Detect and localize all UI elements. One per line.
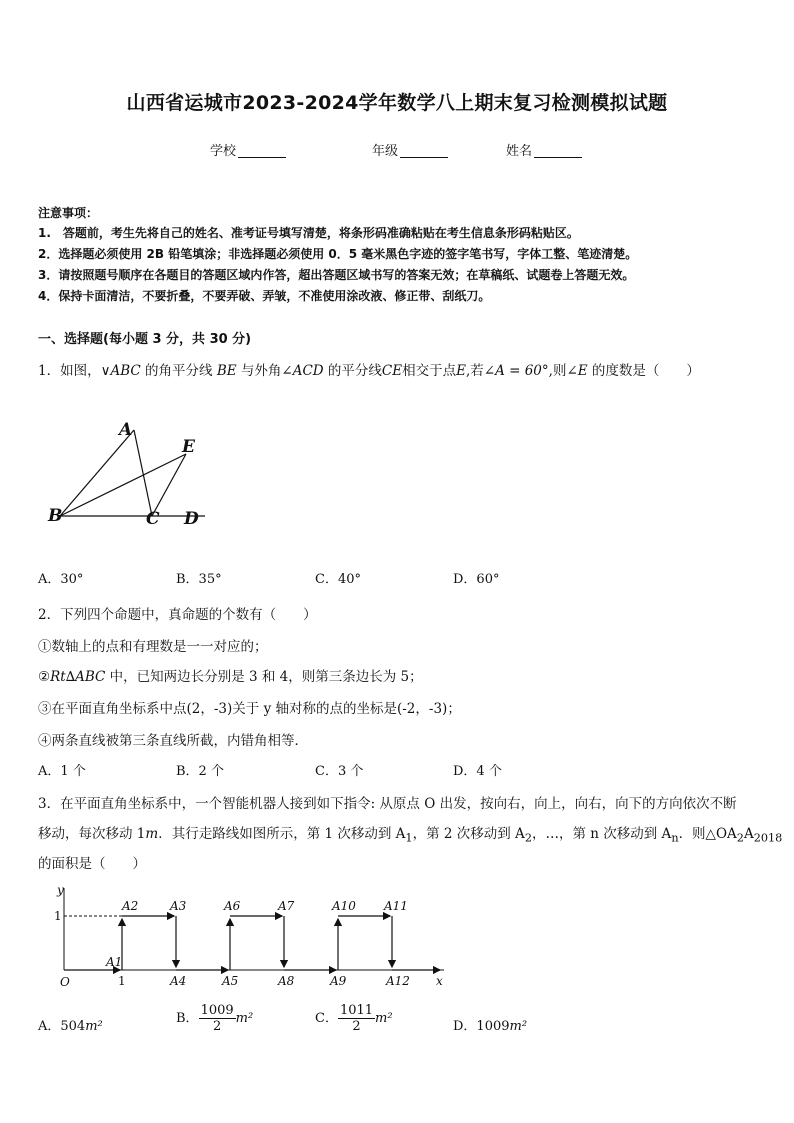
q2-option-c[interactable]: C．3 个 (315, 764, 364, 779)
segment-ac (134, 430, 152, 516)
question-1-stem: 1．如图，∨ABC 的角平分线 BE 与外角∠ACD 的平分线CE相交于点E,若∠A = 60°,则∠E 的度数是（ ） (38, 363, 700, 379)
segment-be (60, 454, 186, 516)
point-label-a7: A7 (278, 899, 295, 913)
question-2-statement-1: ①数轴上的点和有理数是一一对应的； (38, 639, 268, 655)
axis-x-label: x (436, 974, 443, 988)
school-label: 学校 (210, 144, 237, 159)
question-3-figure (50, 882, 460, 994)
question-1-figure (42, 412, 212, 530)
q2-option-b[interactable]: B．2 个 (176, 764, 224, 779)
grade-label: 年级 (372, 144, 399, 159)
school-field[interactable] (210, 140, 286, 159)
q3-option-c[interactable]: C． $\frac{1011}{2}$ m² (315, 1003, 393, 1034)
school-blank[interactable] (238, 144, 286, 158)
q2-option-a[interactable]: A．1 个 (38, 764, 86, 779)
question-3-line-2: 移动，每次移动 1m．其行走路线如图所示，第 1 次移动到 $A_1$，第 2 次移动到 $A_2$，…，第 n 次移动到 $A_n$．则$\triangle OA_2A_{2018}$ (38, 826, 783, 845)
point-label-a1: A1 (106, 955, 123, 969)
label-e: E (182, 437, 195, 457)
tick-y-1: 1 (54, 909, 62, 923)
notice-item-1: 1. 答题前，考生先将自己的姓名、准考证号填写清楚，将条形码准确粘贴在考生信息条形码粘贴区。 (38, 226, 579, 240)
point-label-a12: A12 (386, 974, 410, 988)
page-title: 山西省运城市2023-2024学年数学八上期末复习检测模拟试题 (126, 92, 668, 114)
section-heading: 一、选择题(每小题 3 分，共 30 分) (38, 332, 252, 347)
origin-label: O (60, 975, 70, 989)
label-d: D (184, 509, 199, 529)
tick-x-1: 1 (118, 974, 126, 988)
point-label-a6: A6 (224, 899, 241, 913)
q1-option-a[interactable]: A．30° (38, 572, 84, 587)
point-label-a8: A8 (278, 974, 295, 988)
label-c: C (146, 509, 160, 529)
grade-blank[interactable] (400, 144, 448, 158)
q1-option-d[interactable]: D．60° (453, 572, 500, 587)
q1-option-b[interactable]: B．35° (176, 572, 222, 587)
axis-y-label: y (57, 883, 64, 897)
notice-item-3: 3．请按照题号顺序在各题目的答题区域内作答，超出答题区域书写的答案无效；在草稿纸、试题卷上答题无效。 (38, 268, 635, 282)
point-label-a3: A3 (170, 899, 187, 913)
grade-field[interactable] (372, 140, 448, 159)
q1-option-c[interactable]: C．40° (315, 572, 361, 587)
point-label-a4: A4 (170, 974, 187, 988)
q3-option-d[interactable]: D．1009m² (453, 1019, 528, 1034)
point-label-a11: A11 (384, 899, 408, 913)
question-3-line-3: 的面积是（ ） (38, 856, 146, 872)
name-field[interactable] (506, 140, 582, 159)
segment-ba (60, 430, 134, 516)
point-label-a5: A5 (222, 974, 239, 988)
label-a: A (119, 420, 133, 440)
point-label-a2: A2 (122, 899, 139, 913)
question-3-line-1: 3．在平面直角坐标系中，一个智能机器人接到如下指令: 从原点 O 出发，按向右，向上，向右，向下的方向依次不断 (38, 796, 737, 812)
segment-ce (152, 454, 186, 516)
question-2-statement-2: ②Rt∆ABC 中，已知两边长分别是 3 和 4，则第三条边长为 5； (38, 669, 423, 685)
point-label-a9: A9 (330, 974, 347, 988)
name-blank[interactable] (534, 144, 582, 158)
q3-option-a[interactable]: A．504m² (38, 1019, 103, 1034)
notice-item-2: 2．选择题必须使用 2B 铅笔填涂；非选择题必须使用 0．5 毫米黑色字迹的签字笔书写，字体工整、笔迹清楚。 (38, 247, 638, 261)
name-label: 姓名 (506, 144, 533, 159)
question-2-stem: 2．下列四个命题中，真命题的个数有（ ） (38, 607, 317, 623)
notice-heading: 注意事项： (38, 206, 99, 220)
notice-item-4: 4．保持卡面清洁，不要折叠，不要弄破、弄皱，不准使用涂改液、修正带、刮纸刀。 (38, 289, 491, 303)
point-label-a10: A10 (332, 899, 356, 913)
label-b: B (48, 506, 63, 526)
question-2-statement-3: ③在平面直角坐标系中点(2，-3)关于 y 轴对称的点的坐标是(-2，-3)； (38, 701, 461, 717)
q2-option-d[interactable]: D．4 个 (453, 764, 502, 779)
q3-option-b[interactable]: B． $\frac{1009}{2}$ m² (176, 1003, 254, 1034)
question-2-statement-4: ④两条直线被第三条直线所截，内错角相等． (38, 733, 308, 749)
